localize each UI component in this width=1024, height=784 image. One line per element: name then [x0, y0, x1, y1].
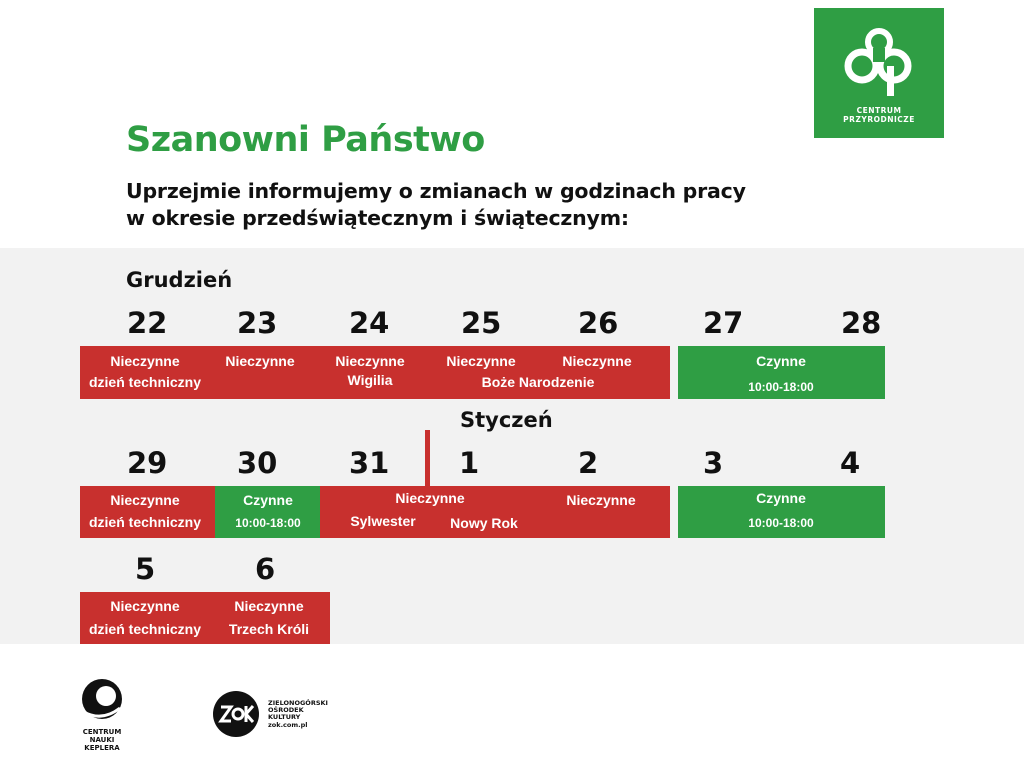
dec29-note: dzień techniczny: [88, 514, 202, 530]
day-22: 22: [127, 306, 168, 340]
day-1: 1: [459, 446, 480, 480]
day-29: 29: [127, 446, 168, 480]
zok-caption-1: ZIELONOGÓRSKI: [268, 699, 328, 707]
knk-caption-3: KEPLERA: [84, 744, 120, 752]
day-25: 25: [461, 306, 502, 340]
dec22-status: Nieczynne: [110, 353, 180, 369]
day-5: 5: [135, 552, 156, 586]
zok-logo-icon: [212, 690, 260, 738]
page-subtitle: [126, 178, 746, 232]
day-2: 2: [578, 446, 599, 480]
day-6: 6: [255, 552, 276, 586]
dec31-note: Sylwester: [350, 513, 416, 529]
tree-logo-icon: [842, 26, 916, 100]
jan3-4-status: Czynne: [756, 490, 806, 506]
day-23: 23: [237, 306, 278, 340]
logo-caption: CENTRUM PRZYRODNICZE: [843, 106, 915, 124]
zok-url-link[interactable]: zok.com.pl: [268, 720, 308, 729]
dec29-status: Nieczynne: [110, 492, 180, 508]
day-3: 3: [703, 446, 724, 480]
dec30-status: Czynne: [243, 492, 293, 508]
day-31: 31: [349, 446, 390, 480]
day-4: 4: [840, 446, 861, 480]
dec24-note: Wigilia: [347, 372, 393, 388]
knk-logo-icon: [76, 678, 128, 720]
subtitle-line-2: w okresie przedświątecznym i świątecznym:: [126, 206, 629, 230]
year-divider: [425, 430, 430, 486]
day-27: 27: [703, 306, 744, 340]
dec23-status: Nieczynne: [225, 353, 295, 369]
dec30-hours: 10:00-18:00: [235, 516, 301, 530]
christmas-note: Boże Narodzenie: [481, 374, 595, 390]
month-january: Styczeń: [460, 408, 553, 432]
zok-caption-3: KULTURY: [268, 713, 301, 722]
dec27-28-hours: 10:00-18:00: [748, 380, 814, 394]
dec26-status: Nieczynne: [562, 353, 632, 369]
month-december: Grudzień: [126, 268, 233, 292]
dec22-note: dzień techniczny: [88, 374, 202, 390]
jan6-status: Nieczynne: [234, 598, 304, 614]
centrum-przyrodnicze-logo: [814, 8, 944, 138]
dec24-status: Nieczynne: [335, 353, 405, 369]
jan3-4-hours: 10:00-18:00: [748, 516, 814, 530]
jan2-status: Nieczynne: [566, 492, 636, 508]
dec27-28-status: Czynne: [756, 353, 806, 369]
zok-caption-2: OŚRODEK: [268, 706, 304, 715]
jan5-status: Nieczynne: [110, 598, 180, 614]
day-28: 28: [841, 306, 882, 340]
day-30: 30: [237, 446, 278, 480]
dec31-jan1-status: Nieczynne: [395, 490, 465, 506]
knk-caption-1: CENTRUM: [82, 728, 122, 736]
page-title: Szanowni Państwo: [126, 120, 485, 160]
day-26: 26: [578, 306, 619, 340]
centrum-nauki-keplera-logo: [76, 678, 128, 752]
jan6-note: Trzech Króli: [228, 621, 310, 637]
jan1-note: Nowy Rok: [450, 515, 518, 531]
jan5-note: dzień techniczny: [88, 621, 202, 637]
dec25-status: Nieczynne: [446, 353, 516, 369]
day-24: 24: [349, 306, 390, 340]
knk-caption-2: NAUKI: [89, 736, 115, 744]
subtitle-line-1: Uprzejmie informujemy o zmianach w godzinach pracy: [126, 179, 746, 203]
zok-logo: [212, 690, 328, 743]
